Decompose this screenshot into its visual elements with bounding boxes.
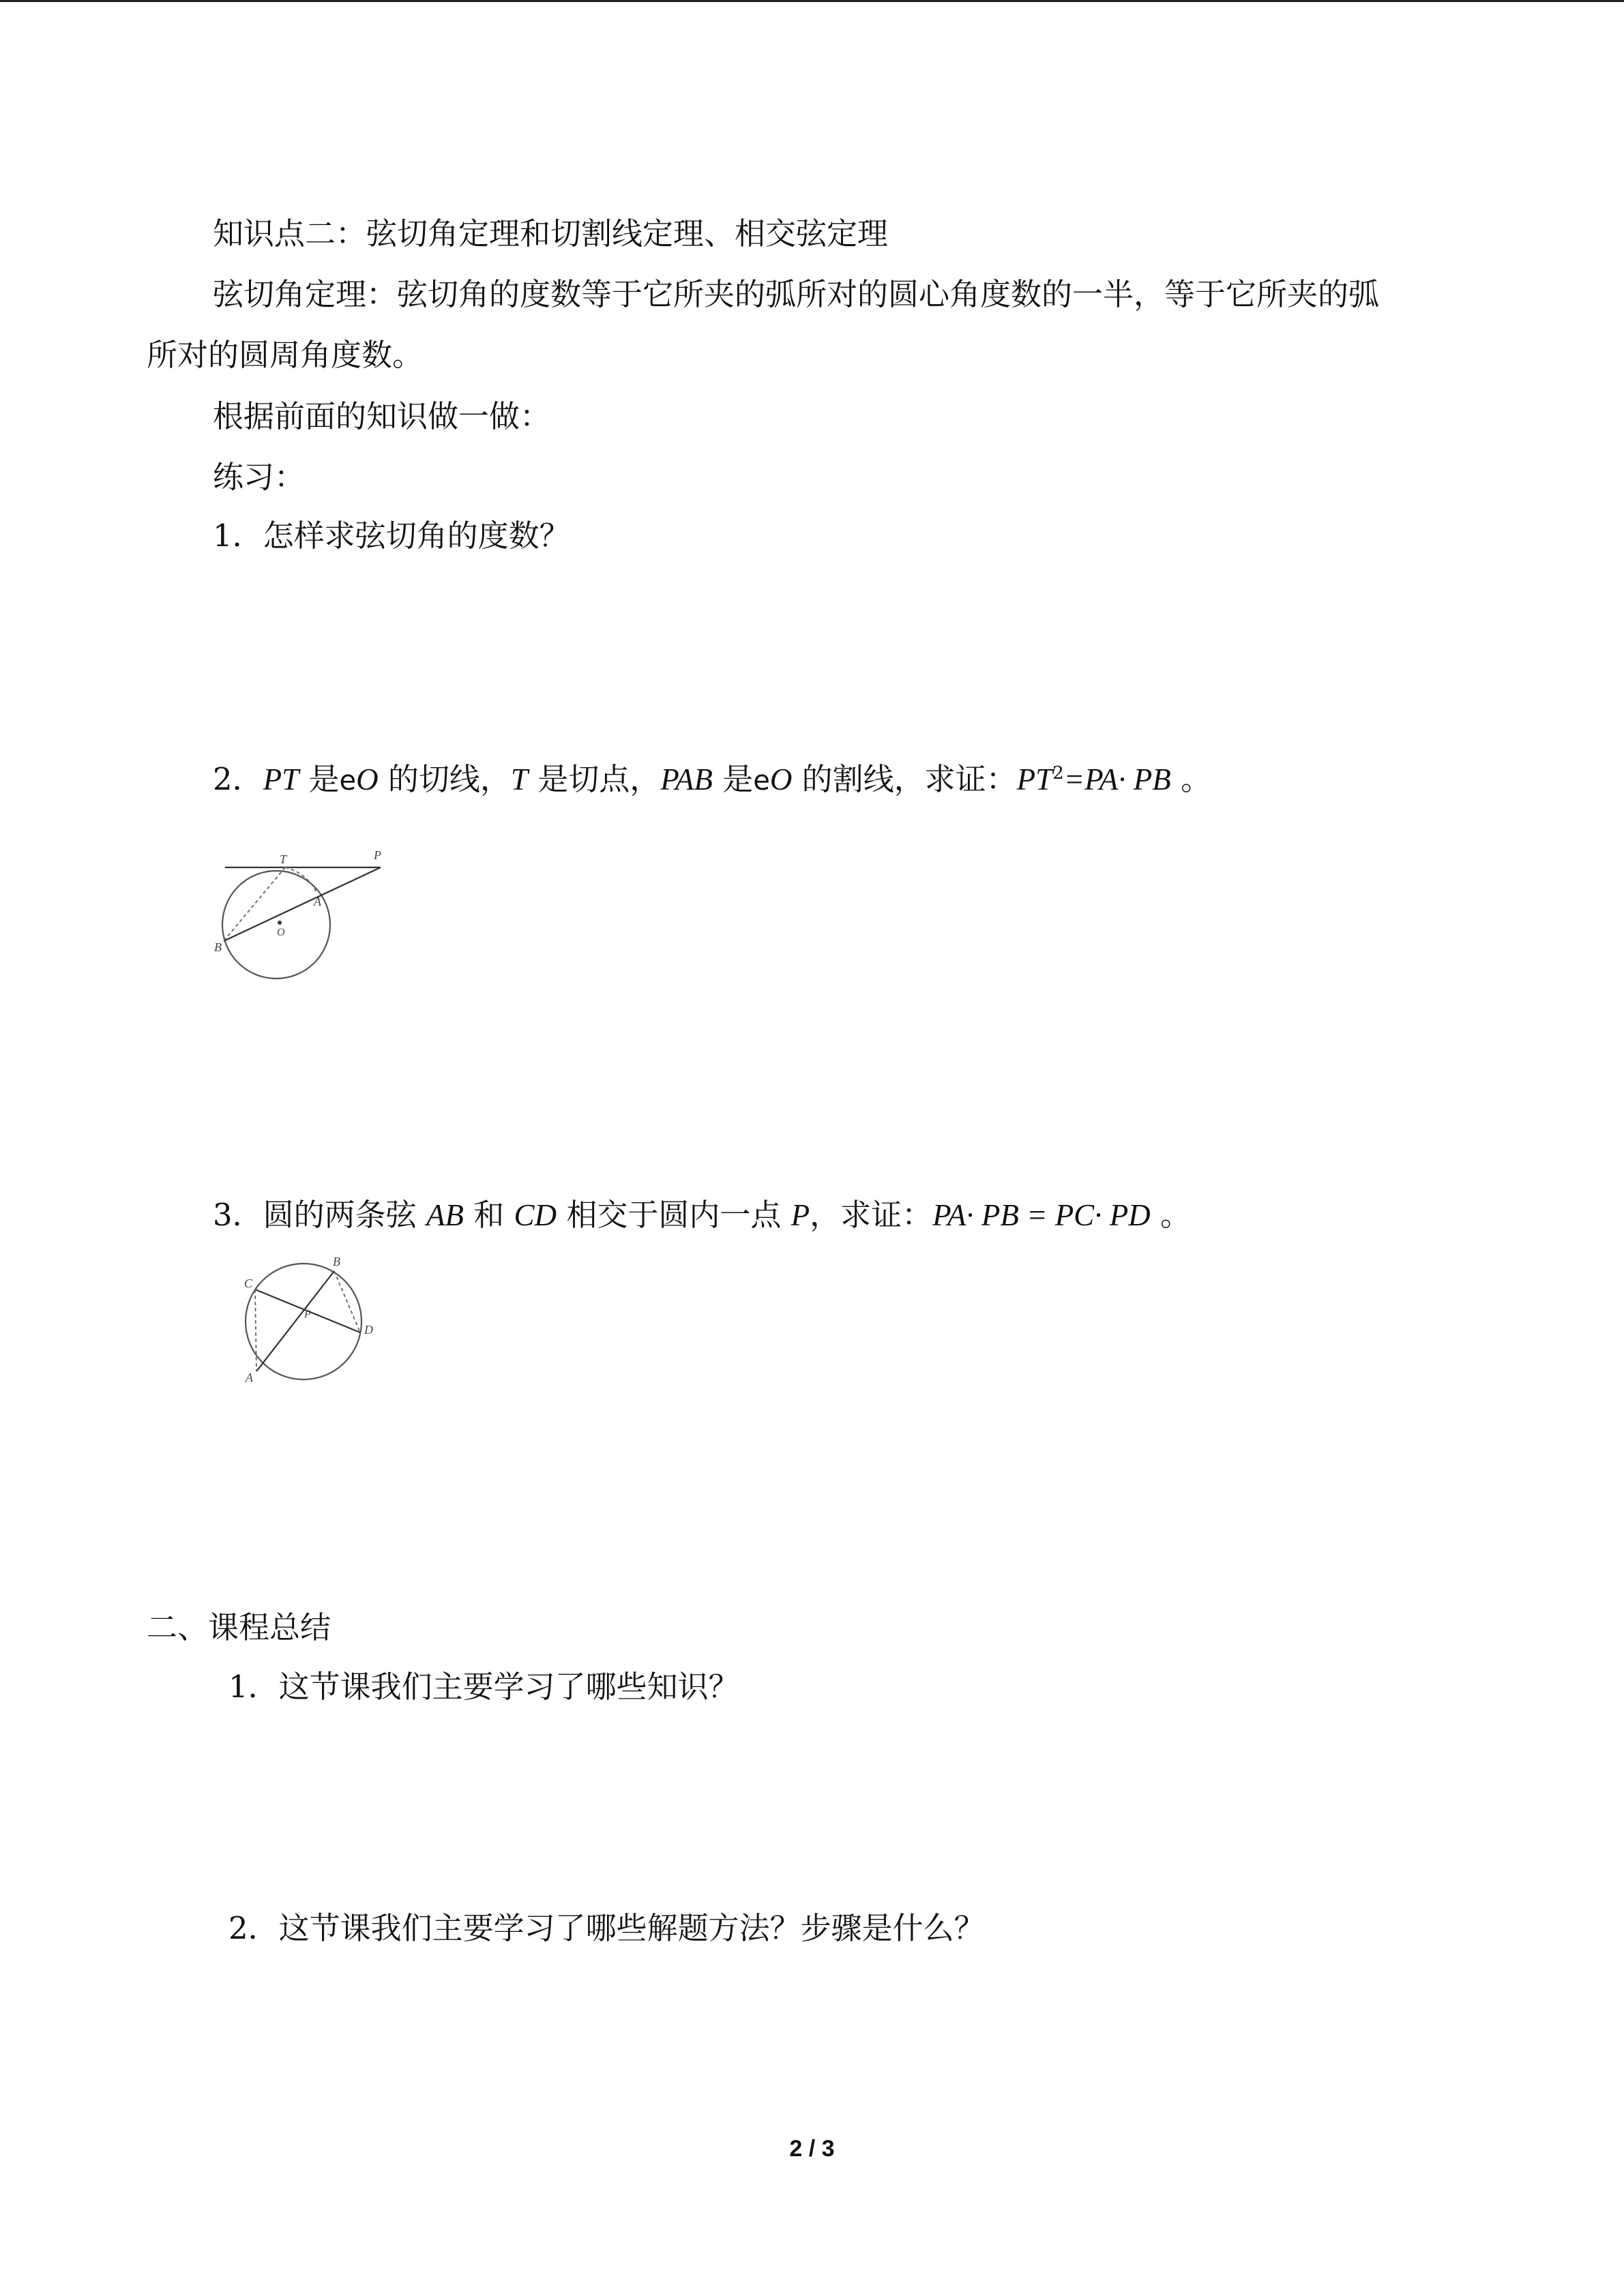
label-b: B: [333, 1255, 340, 1268]
q2-formula: =PA· PB: [1063, 762, 1171, 796]
q3-and: 和: [463, 1197, 514, 1233]
label-a: A: [246, 1371, 253, 1384]
q2-secant: 的割线，求证：: [792, 761, 1017, 797]
intro-text: 根据前面的知识做一做：: [213, 398, 551, 434]
q2-tangent: 的切线，: [378, 761, 511, 797]
summary-heading: 二、课程总结: [147, 1609, 331, 1645]
q2-o: O: [356, 762, 379, 796]
q2-is2: 是: [712, 761, 754, 797]
summary-question-2: 2．这节课我们主要学习了哪些解题方法？步骤是什么？: [228, 1910, 985, 1946]
label-c: C: [244, 1277, 253, 1290]
label-d: D: [364, 1323, 373, 1337]
q3-cd: CD: [514, 1198, 557, 1232]
q3-prove: ，求证：: [810, 1197, 933, 1233]
circle-symbol: e: [339, 765, 357, 796]
theorem-line-2: 所对的圆周角度数。: [147, 337, 424, 373]
q2-is: 是: [299, 761, 340, 797]
tangent-secant-figure: [205, 846, 396, 982]
q2-end: 。: [1170, 761, 1212, 797]
q2-point: 是切点，: [527, 761, 661, 797]
q2-pab: PAB: [660, 762, 713, 796]
label-a: A: [314, 895, 321, 908]
label-o: O: [277, 927, 285, 938]
q2-pt: PT: [263, 762, 299, 796]
q3-p: P: [791, 1198, 810, 1232]
summary-question-1: 1．这节课我们主要学习了哪些知识？: [228, 1669, 739, 1705]
q3-end: 。: [1150, 1197, 1191, 1233]
question-3: [213, 1195, 1191, 1236]
q3-mid: 相交于圆内一点: [557, 1197, 791, 1233]
practice-label: 练习：: [213, 459, 306, 495]
top-border-rule: [0, 0, 1624, 2]
question-2: [213, 759, 1211, 801]
question-1: 1．怎样求弦切角的度数？: [213, 518, 570, 554]
q3-number: 3．圆的两条弦: [213, 1197, 426, 1233]
section-heading: 知识点二：弦切角定理和切割线定理、相交弦定理: [213, 215, 889, 252]
intersecting-chords-figure: [205, 1247, 423, 1403]
q2-formula-pt: PT: [1016, 762, 1053, 796]
q2-number: 2．: [213, 761, 263, 797]
q3-ab: AB: [426, 1198, 464, 1232]
theorem-line-1: 弦切角定理：弦切角的度数等于它所夹的弧所对的圆心角度数的一半，等于它所夹的弧: [213, 276, 1380, 312]
label-p: P: [374, 848, 381, 862]
q2-t: T: [510, 762, 528, 796]
label-p: P: [304, 1309, 311, 1320]
q2-o: O: [769, 762, 793, 796]
q3-formula: PA· PB = PC· PD: [932, 1198, 1151, 1232]
q2-superscript: 2: [1052, 763, 1064, 784]
page-number: 2 / 3: [789, 2136, 835, 2162]
circle-symbol: e: [753, 765, 770, 796]
label-b: B: [214, 940, 222, 954]
label-t: T: [280, 852, 287, 866]
